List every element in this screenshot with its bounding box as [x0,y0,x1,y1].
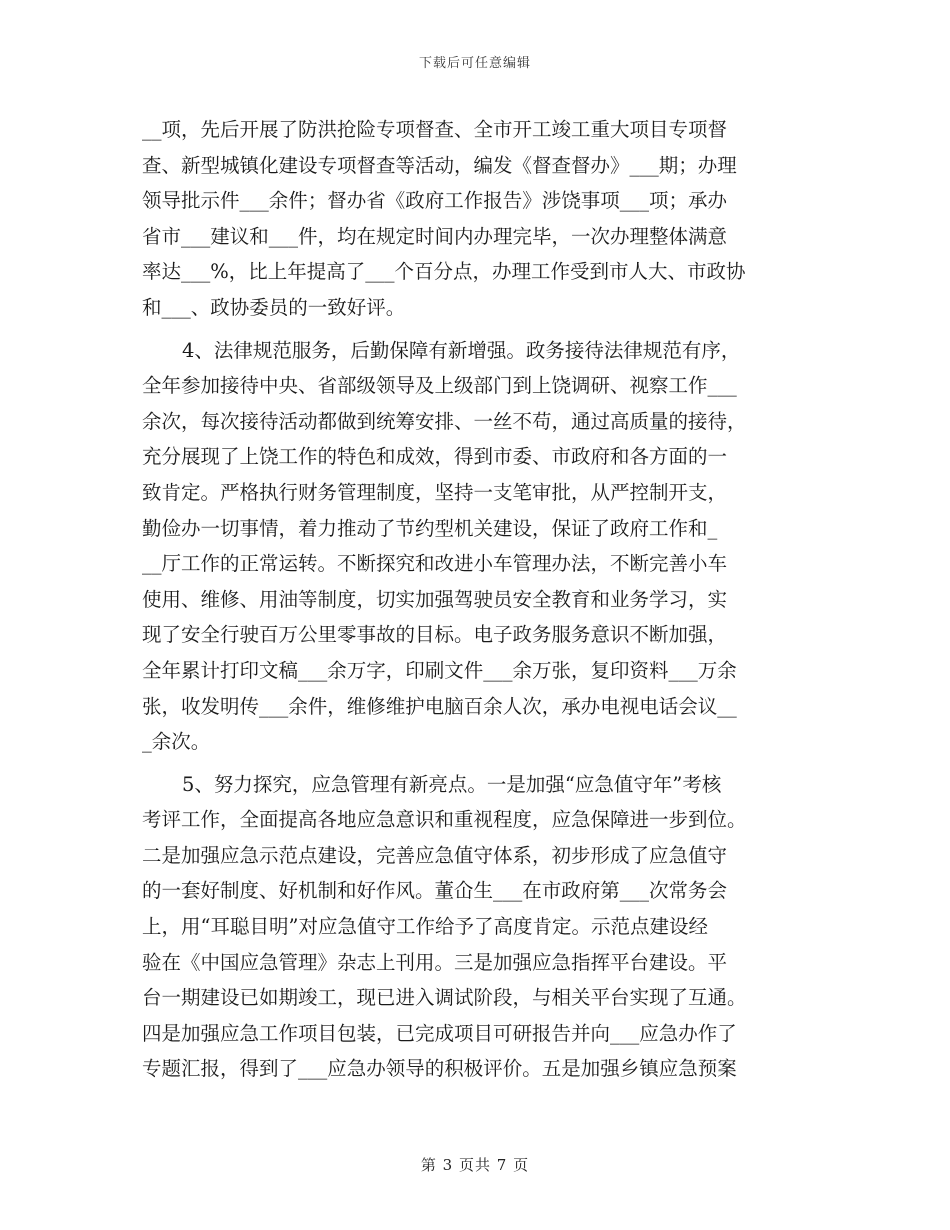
text-line: 台一期建设已如期竣工，现已进入调试阶段，与相关平台实现了互通。 [142,986,747,1010]
text-line: 致肯定。严格执行财务管理制度，坚持一支笔审批，从严控制开支， [142,480,728,504]
text-line: 专题汇报，得到了___应急办领导的积极评价。五是加强乡镇应急预案 [142,1057,737,1081]
text-line: 四是加强应急工作项目包装，已完成项目可研报告并向___应急办作了 [142,1021,737,1045]
text-line: 现了安全行驶百万公里零事故的目标。电子政务服务意识不断加强， [142,623,728,647]
text-line: 充分展现了上饶工作的特色和成效，得到市委、市政府和各方面的一 [142,445,728,469]
page-header: 下载后可任意编辑 [418,56,531,71]
text-line: 全年参加接待中央、省部级领导及上级部门到上饶调研、视察工作___ [142,374,737,398]
text-line: 全年累计打印文稿___余万字，印刷文件___余万张，复印资料___万余 [142,658,737,682]
text-line: 考评工作，全面提高各地应急意识和重视程度，应急保障进一步到位。 [142,808,747,832]
text-line: 余次，每次接待活动都做到统筹安排、一丝不苟，通过高质量的接待， [142,409,747,433]
text-line: 使用、维修、用油等制度，切实加强驾驶员安全教育和业务学习，实 [142,587,728,611]
text-line: __厅工作的正常运转。不断探究和改进小车管理办法，不断完善小车 [142,552,728,576]
text-line: 上，用“耳聪目明”对应急值守工作给予了高度肯定。示范点建设经 [142,915,708,939]
text-line: 率达___%，比上年提高了___个百分点，办理工作受到市人大、市政协 [142,260,746,284]
page-number: 第 3 页共 7 页 [420,1156,530,1174]
text-line: 查、新型城镇化建设专项督查等活动，编发《督查督办》___期；办理 [142,153,737,177]
text-line: 领导批示件___余件；督办省《政府工作报告》涉饶事项___项；承办 [142,189,728,213]
text-line: 验在《中国应急管理》杂志上刊用。三是加强应急指挥平台建设。平 [142,950,728,974]
text-line: 5、努力探究，应急管理有新亮点。一是加强“应急值守年”考核 [182,772,722,796]
text-line: 4、法律规范服务，后勤保障有新增强。政务接待法律规范有序， [182,338,741,362]
paragraph-2 [142,333,802,760]
text-line: 勤俭办一切事情，着力推动了节约型机关建设，保证了政府工作和_ [142,516,718,540]
paragraph-3 [142,767,802,1087]
document-body [142,112,802,1087]
text-line: 和___、政协委员的一致好评。 [142,295,406,319]
text-line: 二是加强应急示范点建设，完善应急值守体系，初步形成了应急值守 [142,843,728,867]
paragraph-1 [142,112,802,326]
text-line: 张，收发明传___余件，维修维护电脑百余人次，承办电视电话会议__ [142,694,737,718]
text-line: __项，先后开展了防洪抢险专项督查、全市开工竣工重大项目专项督 [142,118,728,141]
text-line: 省市___建议和___件，均在规定时间内办理完毕，一次办理整体满意 [142,224,728,248]
text-line: _余次。 [142,730,211,754]
text-line: 的一套好制度、好机制和好作风。董仚生___在市政府第___次常务会 [142,879,728,903]
